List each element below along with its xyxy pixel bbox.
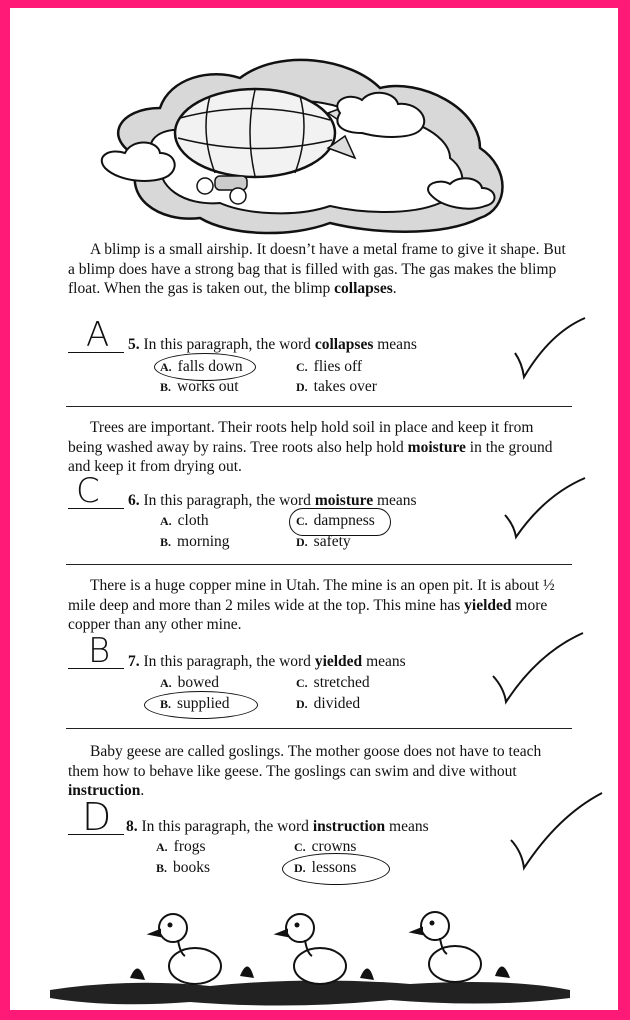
blimp-illustration [10, 8, 618, 248]
option-a[interactable] [160, 674, 219, 692]
question-stem-end: means [389, 818, 429, 835]
question-5 [128, 336, 417, 354]
divider [66, 406, 572, 407]
option-letter: C. [296, 360, 308, 374]
question-7 [128, 653, 406, 671]
question-number: 8. [126, 818, 138, 835]
option-text: works out [177, 378, 239, 395]
divider [66, 564, 572, 565]
option-letter: C. [296, 514, 308, 528]
option-text: stretched [313, 674, 370, 691]
question-stem: In this paragraph, the word [141, 818, 309, 835]
question-number: 6. [128, 492, 140, 509]
option-text: takes over [313, 378, 377, 395]
question-stem-end: means [377, 336, 417, 353]
vocabulary-word: moisture [407, 438, 466, 456]
option-letter: B. [160, 535, 172, 549]
option-a[interactable] [156, 838, 206, 856]
option-d[interactable] [296, 378, 377, 396]
option-letter: A. [160, 514, 172, 528]
option-letter: B. [156, 861, 168, 875]
option-text: lessons [311, 859, 357, 876]
passage-text: Baby geese are called goslings. The mother goose does not have to teach them how to behave like geese. The goslings can swim and dive without [68, 743, 542, 780]
option-text: books [173, 859, 211, 876]
option-letter: A. [156, 840, 168, 854]
option-text: bowed [177, 674, 219, 691]
question-keyword: yielded [314, 653, 363, 670]
passage-1 [68, 240, 568, 299]
option-letter: D. [296, 380, 308, 394]
circled-answer [154, 353, 256, 381]
passage-text: . [392, 280, 397, 297]
option-text: dampness [313, 512, 375, 529]
option-letter: C. [294, 840, 306, 854]
question-keyword: collapses [314, 336, 374, 353]
option-text: supplied [177, 695, 230, 712]
option-letter: B. [160, 380, 172, 394]
option-text: cloth [177, 512, 209, 529]
option-b[interactable] [160, 378, 239, 396]
question-stem: In this paragraph, the word [143, 492, 311, 509]
option-b[interactable] [156, 859, 210, 877]
option-letter: A. [160, 676, 172, 690]
checkmark-icon [510, 313, 590, 383]
question-stem: In this paragraph, the word [143, 336, 311, 353]
option-d[interactable] [296, 533, 351, 551]
passage-text: There is a huge copper mine in Utah. The mine is an open pit. It is about ½ mile deep and more than 2 miles wide at the top. This mine has [68, 577, 555, 614]
passage-2 [68, 418, 568, 477]
passage-3 [68, 576, 568, 635]
goslings-illustration [10, 898, 618, 1010]
option-letter: D. [294, 861, 306, 875]
option-letter: C. [296, 676, 308, 690]
option-text: divided [313, 695, 361, 712]
option-letter: D. [296, 535, 308, 549]
option-text: flies off [313, 358, 363, 375]
option-c[interactable] [296, 674, 370, 692]
question-8 [126, 818, 429, 836]
checkmark-icon [500, 473, 590, 543]
passage-text: Trees are important. Their roots help hold soil in place and keep it from being washed away by rains. Tree roots also help hold [68, 419, 534, 456]
option-c[interactable] [296, 358, 362, 376]
question-keyword: moisture [314, 492, 374, 509]
divider [66, 728, 572, 729]
option-b[interactable] [160, 533, 230, 551]
circled-answer [282, 853, 390, 885]
option-text: frogs [173, 838, 206, 855]
question-number: 5. [128, 336, 140, 353]
passage-text: more copper than any other mine. [68, 596, 548, 633]
handwritten-answer: C [76, 471, 100, 511]
passage-text: A blimp is a small airship. It doesn’t have a metal frame to give it shape. But a blimp does have a strong bag that is filled with gas. The gas makes the blimp float. When the gas is taken out, the blimp [68, 241, 566, 297]
option-d[interactable] [296, 695, 360, 713]
circled-answer [144, 691, 258, 719]
question-stem-end: means [376, 492, 417, 509]
question-keyword: instruction [312, 818, 386, 835]
option-text: crowns [311, 838, 357, 855]
option-text: safety [313, 533, 351, 550]
passage-text: . [140, 782, 145, 799]
passage-4 [68, 742, 568, 801]
option-letter: A. [160, 360, 172, 374]
option-letter: B. [160, 697, 172, 711]
passage-text: in the ground and keep it from drying out. [68, 438, 553, 475]
circled-answer [289, 508, 391, 536]
option-text: morning [177, 533, 230, 550]
handwritten-answer: B [88, 631, 111, 671]
question-stem: In this paragraph, the word [143, 653, 311, 670]
option-letter: D. [296, 697, 308, 711]
option-a[interactable] [160, 512, 209, 530]
checkmark-icon [488, 628, 588, 708]
checkmark-icon [506, 788, 606, 878]
vocabulary-word: collapses [334, 280, 393, 297]
question-stem-end: means [366, 653, 406, 670]
vocabulary-word: yielded [464, 596, 512, 614]
handwritten-answer: A [86, 315, 110, 355]
option-text: falls down [177, 358, 243, 375]
worksheet-page [10, 8, 618, 1010]
vocabulary-word: instruction [68, 782, 141, 799]
handwritten-answer: D [82, 795, 112, 839]
question-number: 7. [128, 653, 140, 670]
